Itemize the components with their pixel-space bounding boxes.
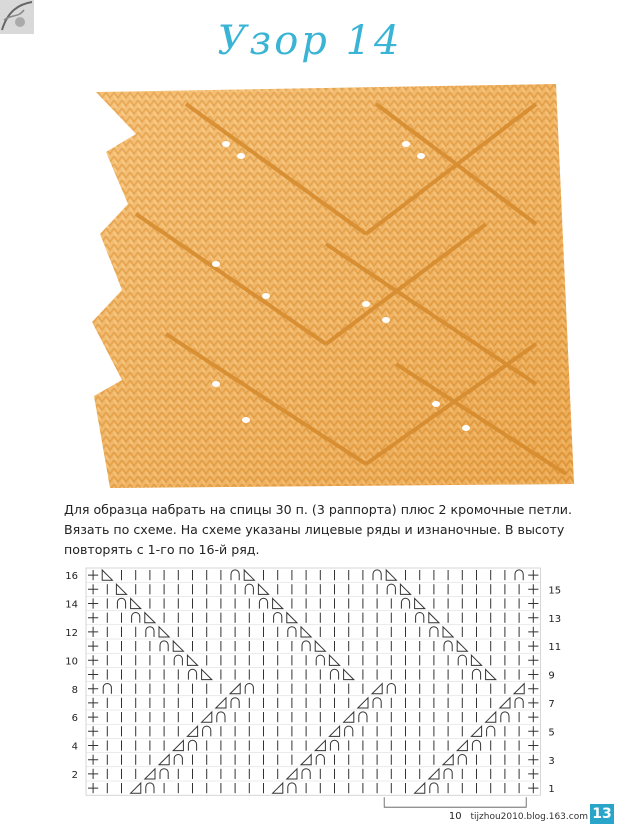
row-number-right: 7	[548, 699, 555, 710]
decrease-left-symbol	[187, 726, 197, 736]
yarn-over-symbol	[458, 655, 466, 665]
yarn-over-symbol	[430, 627, 438, 637]
yarn-over-symbol	[174, 655, 182, 665]
decrease-left-symbol	[471, 726, 481, 736]
yarn-over-symbol	[501, 712, 509, 722]
yarn-over-symbol	[217, 712, 225, 722]
edge-stitch-symbol	[528, 684, 538, 694]
yarn-over-symbol	[416, 613, 424, 623]
decrease-left-symbol	[415, 783, 425, 793]
edge-stitch-symbol	[88, 684, 98, 694]
yarn-over-symbol	[146, 627, 154, 637]
edge-stitch-symbol	[528, 769, 538, 779]
yarn-over-symbol	[231, 698, 239, 708]
decrease-left-symbol	[329, 726, 339, 736]
yarn-over-symbol	[188, 669, 196, 679]
decrease-right-symbol	[202, 669, 212, 679]
edge-stitch-symbol	[88, 712, 98, 722]
edge-stitch-symbol	[88, 740, 98, 750]
edge-stitch-symbol	[88, 570, 98, 580]
pattern-instructions: Для образца набрать на спицы 30 п. (3 раппорта) плюс 2 кромочные петли. Вязать по схеме. На схеме указаны лицевые ряды и изнаночные. В высоту повторять с 1-го по 16-й ряд.	[64, 502, 572, 557]
row-number-right: 15	[548, 585, 562, 597]
yarn-over-symbol	[231, 570, 239, 580]
yarn-over-symbol	[302, 769, 310, 779]
repeat-label: 10	[448, 811, 462, 823]
decrease-left-symbol	[145, 769, 155, 779]
edge-stitch-symbol	[88, 698, 98, 708]
decrease-left-symbol	[514, 684, 524, 694]
edge-stitch-symbol	[88, 655, 98, 665]
yarn-over-symbol	[132, 613, 140, 623]
yarn-over-symbol	[316, 755, 324, 765]
decrease-left-symbol	[131, 783, 141, 793]
decrease-left-symbol	[358, 698, 368, 708]
decrease-right-symbol	[329, 655, 339, 665]
edge-stitch-symbol	[88, 726, 98, 736]
row-number-right: 1	[548, 784, 555, 796]
decrease-left-symbol	[173, 740, 183, 750]
yarn-over-symbol	[387, 684, 395, 694]
decrease-right-symbol	[244, 570, 254, 580]
edge-stitch-symbol	[88, 584, 98, 594]
decrease-left-symbol	[202, 712, 212, 722]
yarn-over-symbol	[274, 613, 282, 623]
decrease-left-symbol	[372, 684, 382, 694]
decrease-right-symbol	[102, 570, 112, 580]
decrease-right-symbol	[301, 627, 311, 637]
row-number-left: 6	[71, 713, 78, 725]
yarn-over-symbol	[103, 684, 111, 694]
edge-stitch-symbol	[528, 613, 538, 623]
edge-stitch-symbol	[88, 783, 98, 793]
decrease-left-symbol	[301, 755, 311, 765]
edge-stitch-symbol	[528, 598, 538, 608]
decrease-left-symbol	[230, 684, 240, 694]
yarn-over-symbol	[373, 698, 381, 708]
row-number-right: 9	[548, 670, 555, 682]
decrease-right-symbol	[173, 641, 183, 651]
edge-stitch-symbol	[528, 698, 538, 708]
yarn-over-symbol	[330, 669, 338, 679]
yarn-over-symbol	[444, 769, 452, 779]
yarn-over-symbol	[245, 584, 253, 594]
edge-stitch-symbol	[528, 627, 538, 637]
decrease-right-symbol	[386, 570, 396, 580]
decrease-left-symbol	[344, 712, 354, 722]
page-title: Узор 14	[217, 18, 403, 64]
edge-stitch-symbol	[528, 655, 538, 665]
row-number-left: 14	[65, 599, 78, 611]
page-number: 13	[590, 804, 614, 824]
decrease-right-symbol	[486, 669, 496, 679]
decrease-left-symbol	[287, 769, 297, 779]
edge-stitch-symbol	[88, 627, 98, 637]
row-number-right: 3	[548, 755, 555, 767]
decrease-right-symbol	[443, 627, 453, 637]
decrease-left-symbol	[486, 712, 496, 722]
yarn-over-symbol	[515, 698, 523, 708]
yarn-over-symbol	[160, 769, 168, 779]
footer-url: tijzhou2010.blog.163.com	[470, 812, 588, 822]
row-number-right: 5	[548, 727, 555, 739]
yarn-over-symbol	[387, 584, 395, 594]
decrease-right-symbol	[315, 641, 325, 651]
decrease-right-symbol	[258, 584, 268, 594]
yarn-over-symbol	[330, 740, 338, 750]
edge-stitch-symbol	[528, 755, 538, 765]
decrease-right-symbol	[273, 598, 283, 608]
edge-stitch-symbol	[528, 584, 538, 594]
edge-stitch-symbol	[88, 598, 98, 608]
yarn-over-symbol	[316, 655, 324, 665]
decrease-left-symbol	[443, 755, 453, 765]
yarn-over-symbol	[288, 783, 296, 793]
decrease-right-symbol	[159, 627, 169, 637]
edge-stitch-symbol	[528, 783, 538, 793]
decrease-right-symbol	[187, 655, 197, 665]
yarn-over-symbol	[259, 598, 267, 608]
decrease-left-symbol	[429, 769, 439, 779]
row-number-left: 16	[65, 571, 78, 583]
edge-stitch-symbol	[528, 669, 538, 679]
decrease-left-symbol	[500, 698, 510, 708]
row-number-left: 10	[65, 656, 78, 668]
yarn-over-symbol	[160, 641, 168, 651]
decrease-left-symbol	[159, 755, 169, 765]
decrease-left-symbol	[315, 740, 325, 750]
edge-stitch-symbol	[88, 641, 98, 651]
row-number-left: 4	[71, 741, 78, 753]
decrease-right-symbol	[145, 613, 155, 623]
edge-stitch-symbol	[528, 641, 538, 651]
row-number-right: 13	[548, 613, 562, 625]
decrease-right-symbol	[471, 655, 481, 665]
row-number-left: 12	[65, 628, 78, 639]
edge-stitch-symbol	[88, 755, 98, 765]
decrease-right-symbol	[287, 613, 297, 623]
decrease-right-symbol	[116, 584, 126, 594]
yarn-over-symbol	[472, 740, 480, 750]
decrease-right-symbol	[131, 598, 141, 608]
row-number-right: 11	[548, 642, 562, 654]
yarn-over-symbol	[444, 641, 452, 651]
yarn-over-symbol	[487, 726, 495, 736]
yarn-over-symbol	[472, 669, 480, 679]
yarn-over-symbol	[345, 726, 353, 736]
decrease-left-symbol	[216, 698, 226, 708]
knitting-sample-photo	[66, 84, 574, 488]
yarn-over-symbol	[401, 598, 409, 608]
decrease-right-symbol	[344, 669, 354, 679]
yarn-over-symbol	[188, 740, 196, 750]
edge-stitch-symbol	[528, 726, 538, 736]
yarn-over-symbol	[458, 755, 466, 765]
yarn-over-symbol	[245, 684, 253, 694]
yarn-over-symbol	[288, 627, 296, 637]
repeat-bracket	[384, 797, 526, 807]
decrease-right-symbol	[400, 584, 410, 594]
yarn-over-symbol	[430, 783, 438, 793]
edge-stitch-symbol	[528, 740, 538, 750]
decrease-left-symbol	[273, 783, 283, 793]
decrease-right-symbol	[415, 598, 425, 608]
edge-stitch-symbol	[88, 669, 98, 679]
decrease-right-symbol	[457, 641, 467, 651]
yarn-over-symbol	[359, 712, 367, 722]
yarn-over-symbol	[174, 755, 182, 765]
decrease-left-symbol	[457, 740, 467, 750]
yarn-over-symbol	[203, 726, 211, 736]
row-number-left: 8	[71, 684, 78, 696]
edge-stitch-symbol	[88, 769, 98, 779]
yarn-over-symbol	[515, 570, 523, 580]
decrease-right-symbol	[429, 613, 439, 623]
yarn-over-symbol	[302, 641, 310, 651]
edge-stitch-symbol	[528, 570, 538, 580]
edge-stitch-symbol	[528, 712, 538, 722]
yarn-over-symbol	[146, 783, 154, 793]
yarn-over-symbol	[117, 598, 125, 608]
yarn-over-symbol	[373, 570, 381, 580]
row-number-left: 2	[71, 770, 78, 781]
edge-stitch-symbol	[88, 613, 98, 623]
